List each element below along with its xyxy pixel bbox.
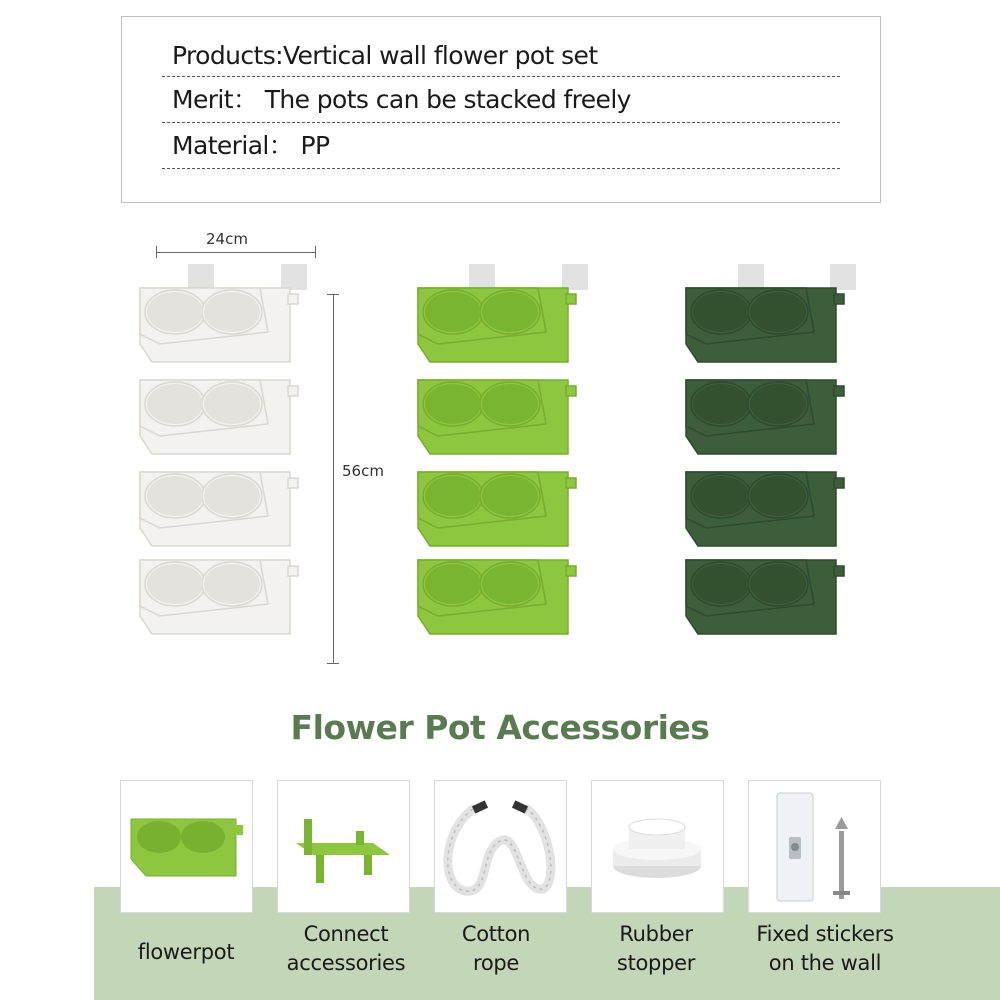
- label-line: rope: [472, 951, 520, 975]
- accessory-card-connector: [277, 780, 410, 913]
- connector-icon: [278, 781, 409, 912]
- height-dimension-label: 56cm: [342, 462, 384, 480]
- dark-green-pot-stack: [686, 264, 856, 634]
- product-display: [0, 220, 1000, 690]
- light-green-pot-stack: [418, 264, 588, 634]
- accessory-card-rope: [434, 780, 567, 913]
- accessories-title: Flower Pot Accessories: [290, 708, 710, 747]
- label-line: stopper: [616, 951, 696, 975]
- white-pot-stack: [140, 264, 307, 634]
- accessory-label-stopper: [576, 920, 736, 978]
- accessory-card-flowerpot: [120, 780, 253, 913]
- width-dimension-label: 24cm: [206, 230, 248, 248]
- accessory-label-rope: [416, 920, 576, 978]
- accessory-card-stopper: [591, 780, 724, 913]
- accessory-label-sticker-hook: [735, 920, 915, 978]
- accessory-card-sticker-hook: [748, 780, 881, 913]
- stopper-icon: [592, 781, 723, 912]
- label-line: Rubber: [619, 922, 693, 946]
- sticker-hook-icon: [749, 781, 880, 912]
- label-line: Fixed stickers: [756, 922, 894, 946]
- flowerpot-icon: [121, 781, 252, 912]
- label-line: Connect: [303, 922, 389, 946]
- spec-product: Products:Vertical wall flower pot set: [162, 31, 840, 77]
- spec-material: Material： PP: [162, 123, 840, 169]
- label-line: on the wall: [768, 951, 882, 975]
- accessory-label-connector: [266, 920, 426, 978]
- label-line: accessories: [286, 951, 406, 975]
- label-line: Cotton: [461, 922, 531, 946]
- pot-stacks: [0, 220, 1000, 690]
- spec-merit: Merit： The pots can be stacked freely: [162, 77, 840, 123]
- accessory-label-flowerpot: [106, 938, 266, 967]
- spec-box: [121, 16, 881, 203]
- label-line: flowerpot: [137, 940, 235, 964]
- rope-icon: [435, 781, 566, 912]
